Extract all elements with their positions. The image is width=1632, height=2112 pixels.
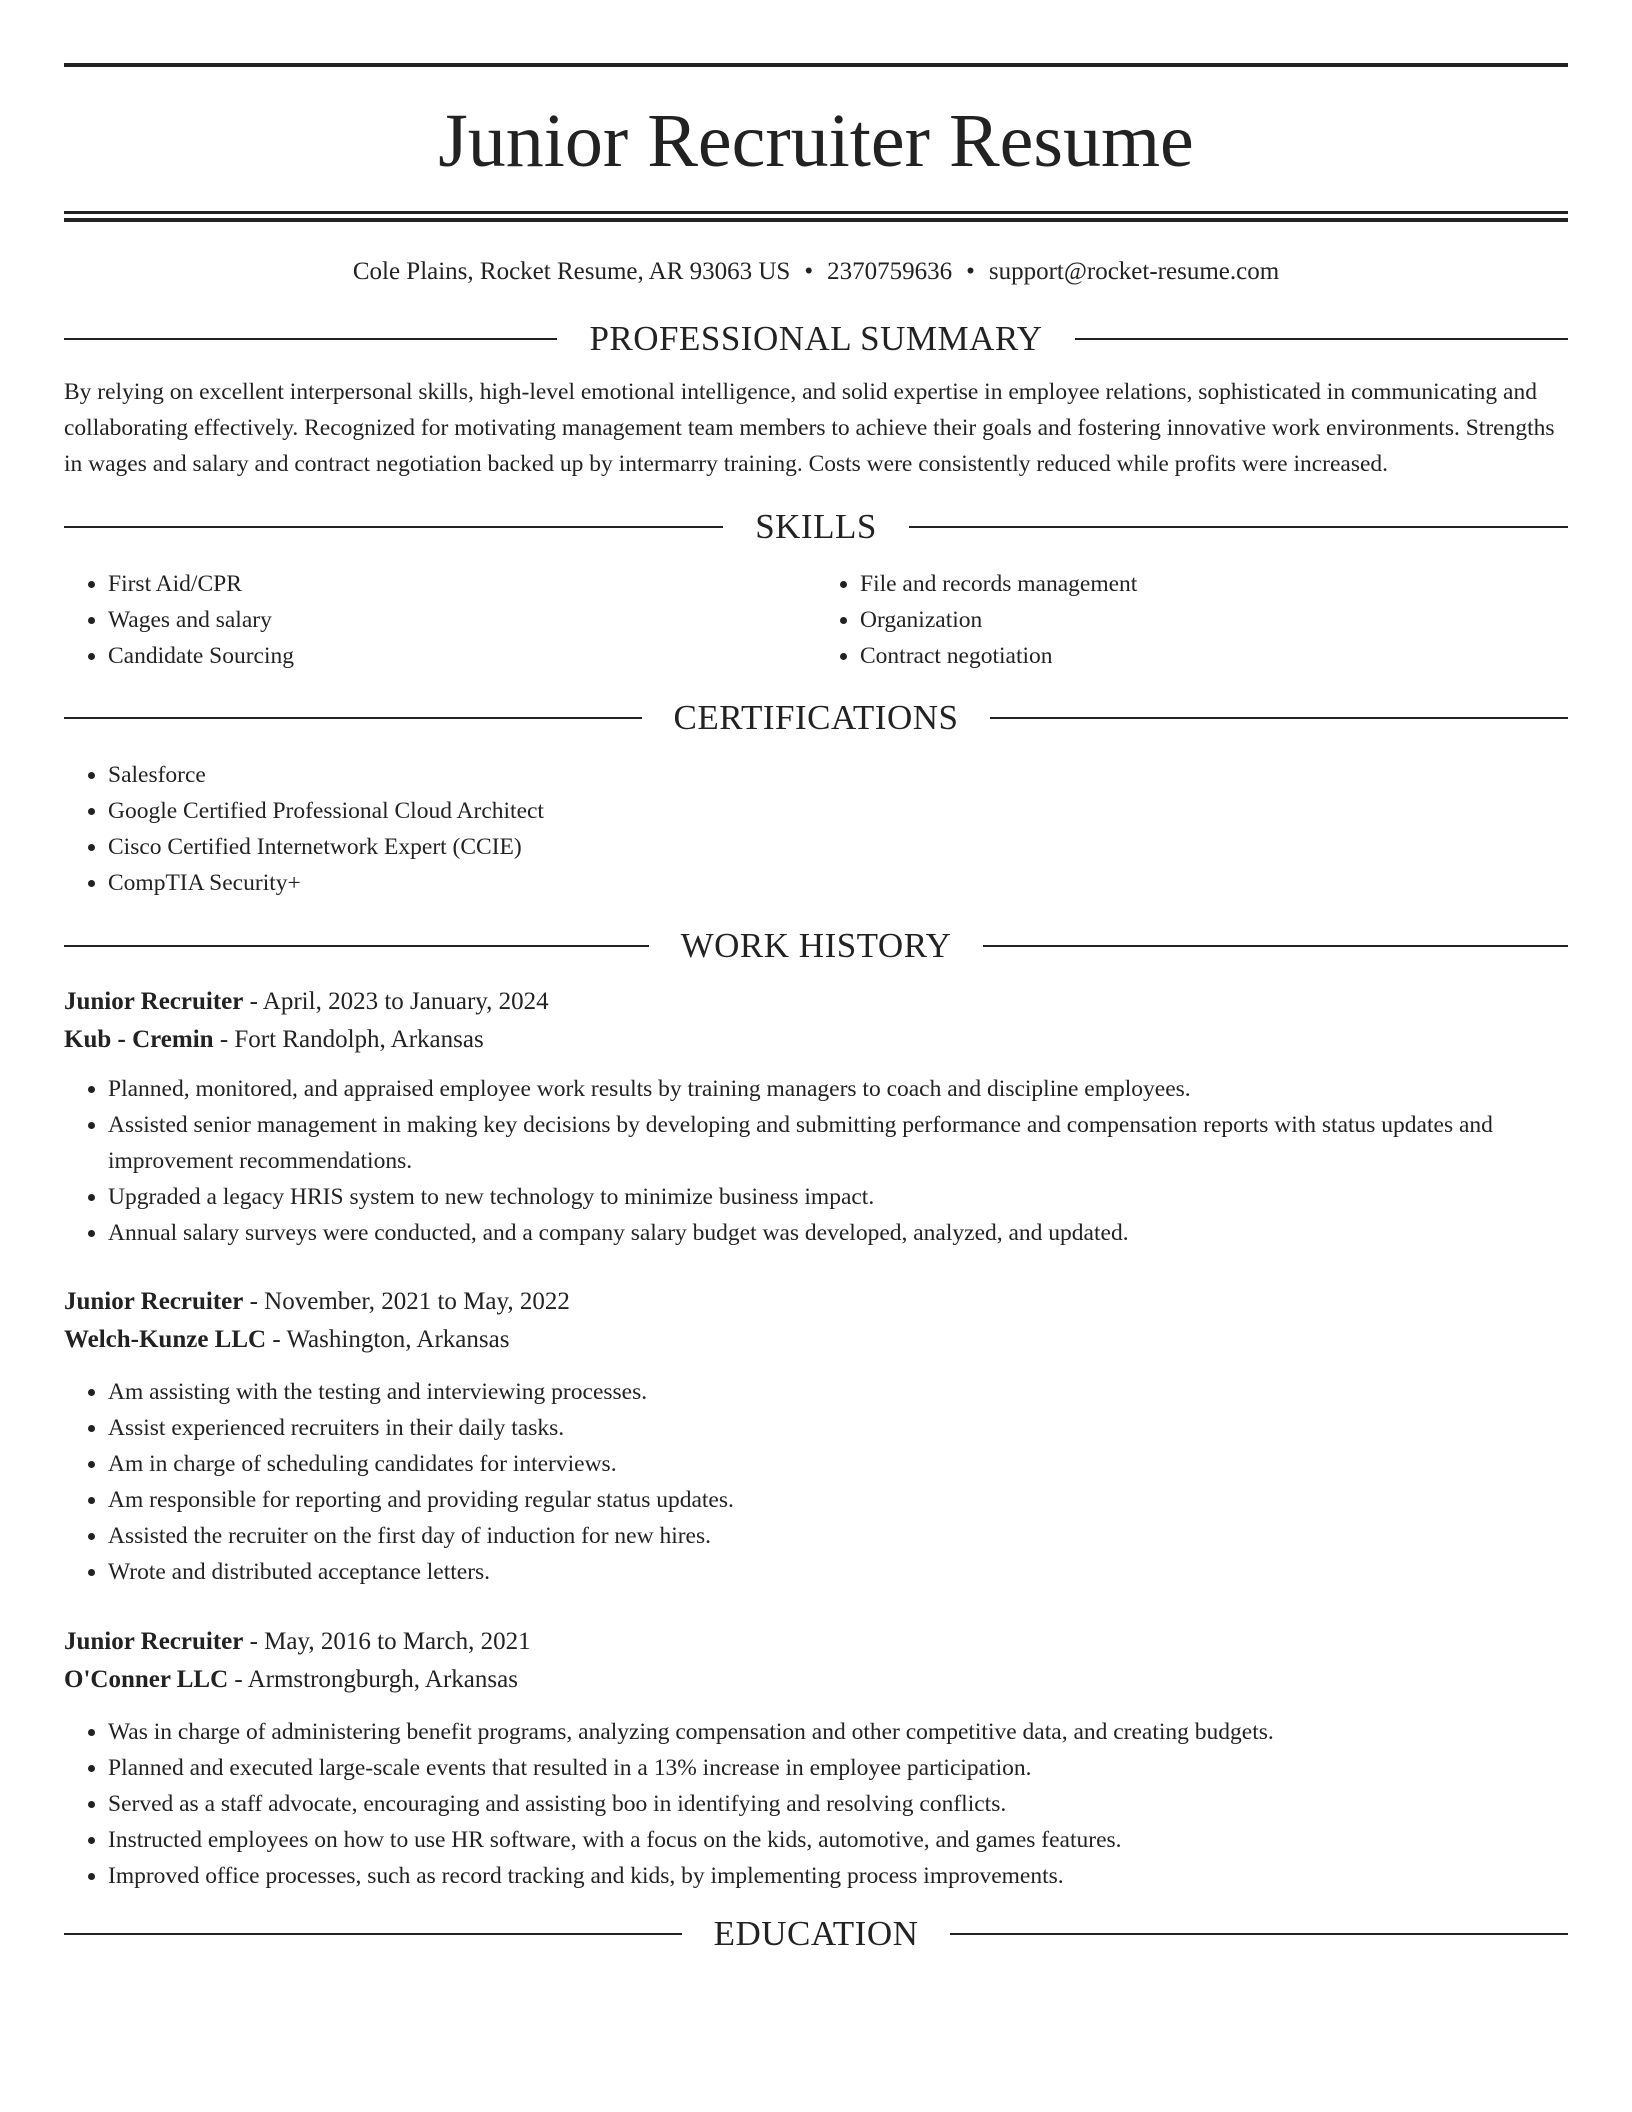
section-title: EDUCATION — [713, 1914, 919, 1953]
certification-item: • Google Certified Professional Cloud Architect — [108, 793, 1568, 829]
section-title: SKILLS — [755, 507, 877, 546]
skill-item: • Organization — [860, 602, 1568, 638]
skill-item: • Wages and salary — [108, 602, 816, 638]
job-bullets — [64, 1071, 1568, 1251]
summary-text: By relying on excellent interpersonal skills, high-level emotional intelligence, and solid expertise in employee relations, sophisticated in communicating and collaborating effectively. Recognized for motivating management team members to achieve their goals and fostering innovative work environments. Strengths in wages and salary and contract negotiation backed up by intermarry training. Costs were consistently reduced while profits were increased. — [64, 379, 1555, 477]
job-bullet: • Planned, monitored, and appraised employee work results by training managers to coach and discipline employees. — [108, 1071, 1568, 1107]
heading-rule — [64, 1933, 682, 1935]
job-bullet: • Planned and executed large-scale events that resulted in a 13% increase in employee participation. — [108, 1750, 1568, 1786]
section-heading-summary — [64, 321, 1568, 356]
heading-rule — [909, 526, 1568, 528]
job-title-line — [64, 1623, 1568, 1661]
contact-separator: • — [804, 258, 814, 285]
job-bullets — [64, 1374, 1568, 1590]
job-company: Welch-Kunze LLC — [64, 1326, 267, 1353]
job-bullet: • Assisted the recruiter on the first day of induction for new hires. — [108, 1518, 1568, 1554]
heading-rule — [64, 338, 557, 340]
certification-item: • CompTIA Security+ — [108, 865, 1568, 901]
job-bullets — [64, 1714, 1568, 1894]
job-company: O'Conner LLC — [64, 1666, 229, 1693]
section-heading-education — [64, 1916, 1568, 1951]
job-bullet: • Am responsible for reporting and providing regular status updates. — [108, 1482, 1568, 1518]
section-heading-work-history — [64, 928, 1568, 963]
heading-rule — [64, 945, 649, 947]
job-bullet: • Upgraded a legacy HRIS system to new technology to minimize business impact. — [108, 1179, 1568, 1215]
job-location: - Washington, Arkansas — [266, 1326, 510, 1353]
job-location: - Armstrongburgh, Arkansas — [228, 1666, 518, 1693]
section-title: WORK HISTORY — [680, 926, 952, 965]
skills-column-right — [816, 566, 1568, 674]
certifications-list — [64, 757, 1568, 901]
job-bullet: • Am assisting with the testing and interviewing processes. — [108, 1374, 1568, 1410]
resume-page — [64, 0, 1568, 1951]
section-title: CERTIFICATIONS — [673, 698, 959, 737]
section-heading-certifications — [64, 700, 1568, 735]
section-title: PROFESSIONAL SUMMARY — [589, 319, 1043, 358]
job-dates: - May, 2016 to March, 2021 — [243, 1628, 531, 1655]
job-bullet: • Served as a staff advocate, encouraging and assisting boo in identifying and resolving conflicts. — [108, 1786, 1568, 1822]
job-dates: - April, 2023 to January, 2024 — [243, 988, 549, 1015]
heading-rule — [64, 526, 723, 528]
top-rule — [64, 63, 1568, 67]
skill-item: • File and records management — [860, 566, 1568, 602]
contact-address: Cole Plains, Rocket Resume, AR 93063 US — [352, 258, 791, 285]
job-location: - Fort Randolph, Arkansas — [213, 1026, 484, 1053]
job-title: Junior Recruiter — [64, 1628, 244, 1655]
job-bullet: • Assist experienced recruiters in their daily tasks. — [108, 1410, 1568, 1446]
job-company-line — [64, 1021, 1568, 1059]
skill-item: • Candidate Sourcing — [108, 638, 816, 674]
job-company: Kub - Cremin — [64, 1026, 214, 1053]
job-title-line — [64, 983, 1568, 1021]
job-entry — [64, 983, 1568, 1251]
skills-column-left — [64, 566, 816, 674]
job-title: Junior Recruiter — [64, 988, 244, 1015]
title-double-rule — [64, 211, 1568, 222]
job-bullet: • Wrote and distributed acceptance letters. — [108, 1554, 1568, 1590]
job-title-line — [64, 1283, 1568, 1321]
job-bullet: • Assisted senior management in making key decisions by developing and submitting performance and compensation reports with status updates and improvement recommendations. — [108, 1107, 1568, 1179]
job-entry — [64, 1283, 1568, 1590]
contact-email: support@rocket-resume.com — [988, 258, 1280, 285]
skill-item: • First Aid/CPR — [108, 566, 816, 602]
job-title: Junior Recruiter — [64, 1288, 244, 1315]
skill-item: • Contract negotiation — [860, 638, 1568, 674]
job-company-line — [64, 1321, 1568, 1359]
job-dates: - November, 2021 to May, 2022 — [243, 1288, 570, 1315]
contact-phone: 2370759636 — [827, 258, 953, 285]
heading-rule — [1075, 338, 1568, 340]
job-company-line — [64, 1661, 1568, 1699]
job-bullet: • Instructed employees on how to use HR software, with a focus on the kids, automotive, and games features. — [108, 1822, 1568, 1858]
section-heading-skills — [64, 509, 1568, 544]
contact-separator: • — [966, 258, 975, 285]
heading-rule — [983, 945, 1568, 947]
heading-rule — [990, 717, 1568, 719]
job-bullet: • Annual salary surveys were conducted, and a company salary budget was developed, analyzed, and updated. — [108, 1215, 1568, 1251]
resume-title: Junior Recruiter Resume — [438, 99, 1194, 183]
job-bullet: • Improved office processes, such as record tracking and kids, by implementing process improvements. — [108, 1858, 1568, 1894]
contact-line — [64, 259, 1568, 284]
heading-rule — [950, 1933, 1568, 1935]
skills-list — [64, 566, 1568, 674]
certification-item: • Salesforce — [108, 757, 1568, 793]
job-bullet: • Was in charge of administering benefit programs, analyzing compensation and other competitive data, and creating budgets. — [108, 1714, 1568, 1750]
job-bullet: • Am in charge of scheduling candidates for interviews. — [108, 1446, 1568, 1482]
heading-rule — [64, 717, 642, 719]
certification-item: • Cisco Certified Internetwork Expert (CCIE) — [108, 829, 1568, 865]
job-entry — [64, 1623, 1568, 1894]
